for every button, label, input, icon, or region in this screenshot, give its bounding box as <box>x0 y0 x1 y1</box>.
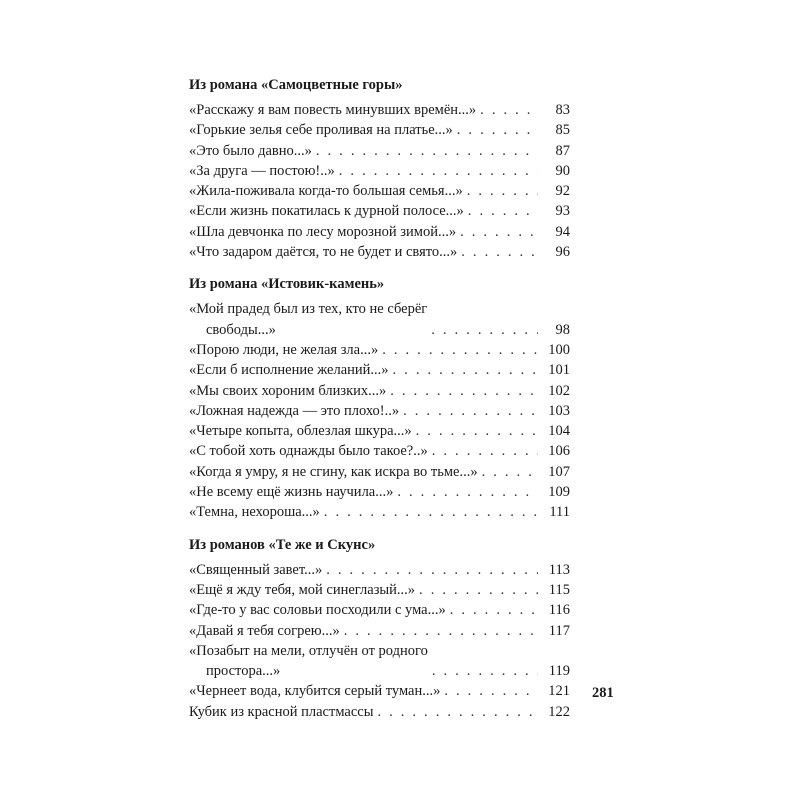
toc-entry <box>189 621 570 641</box>
toc-entry <box>189 702 570 722</box>
toc-entry <box>189 340 570 360</box>
toc-entry <box>189 482 570 502</box>
dot-leader <box>457 120 538 140</box>
entry-page-number: 100 <box>548 341 570 358</box>
entry-page-number: 83 <box>555 102 570 118</box>
entry-title: «Священный завет...» <box>189 561 323 578</box>
toc-entry <box>189 299 570 340</box>
toc-entry <box>189 421 570 441</box>
entry-title: «Порою люди, не желая зла...» <box>189 341 379 358</box>
dot-leader <box>403 401 538 421</box>
dot-leader <box>419 580 538 600</box>
entry-page-number: 98 <box>555 321 570 338</box>
entry-page-number: 92 <box>555 183 570 200</box>
entry-title: «Это было давно...» <box>189 142 312 159</box>
toc-entry <box>189 502 570 522</box>
dot-leader <box>432 441 538 461</box>
entry-title: «Где-то у вас соловьи посходили с ума...» <box>189 602 446 619</box>
page-folio-number: 281 <box>592 685 614 701</box>
dot-leader <box>416 421 538 441</box>
toc-entry <box>189 201 570 221</box>
toc-entry <box>189 681 570 701</box>
entry-title: «Темна, нехороша...» <box>189 504 320 521</box>
entry-title: «Если б исполнение желаний...» <box>189 362 389 379</box>
dot-leader <box>324 502 538 522</box>
entry-title: «Когда я умру, я не сгину, как искра во тьме...» <box>189 463 478 480</box>
entry-title: «Жила-поживала когда-то большая семья...» <box>189 183 463 200</box>
entry-title-line1: «Мой прадед был из тех, кто не сберёг <box>189 301 428 318</box>
toc-entry <box>189 181 570 201</box>
toc-section-samotsvetnye-gory <box>189 75 570 262</box>
toc-entry <box>189 580 570 600</box>
toc-entry <box>189 560 570 580</box>
dot-leader <box>460 222 538 242</box>
entry-page-number: 107 <box>548 463 570 480</box>
toc-entry <box>189 381 570 401</box>
section-heading: Из романов «Те же и Скунс» <box>189 536 376 553</box>
entry-page-number: 122 <box>548 703 570 720</box>
dot-leader <box>431 320 538 340</box>
entry-page-number: 104 <box>548 423 570 440</box>
entry-title: «Четыре копыта, облезлая шкура...» <box>189 423 412 440</box>
entry-page-number: 96 <box>555 244 570 261</box>
entry-title <box>189 299 427 340</box>
dot-leader <box>444 681 538 701</box>
entry-title: «Ложная надежда — это плохо!..» <box>189 402 400 419</box>
entry-page-number: 87 <box>555 142 570 159</box>
dot-leader <box>480 100 538 120</box>
entry-title-line1: «Позабыт на мели, отлучён от родного <box>189 642 428 659</box>
entry-title: «Ещё я жду тебя, мой синеглазый...» <box>189 581 416 598</box>
toc-entry <box>189 401 570 421</box>
dot-leader <box>467 181 538 201</box>
entry-page-number: 101 <box>548 362 570 379</box>
entry-title: «Не всему ещё жизнь научила...» <box>189 484 394 501</box>
entry-title: «Горькие зелья себе проливая на платье...» <box>189 122 453 139</box>
entry-page-number: 106 <box>548 443 570 460</box>
entry-title: «Мы своих хороним близких...» <box>189 382 387 399</box>
entry-page-number: 117 <box>548 622 570 639</box>
entry-title: «За друга — постою!..» <box>189 162 335 179</box>
section-heading: Из романа «Истовик-камень» <box>189 276 385 293</box>
toc-entry <box>189 600 570 620</box>
dot-leader <box>344 621 538 641</box>
dot-leader <box>482 462 538 482</box>
toc-entry <box>189 120 570 140</box>
dot-leader <box>461 242 538 262</box>
entry-title: «Если жизнь покатилась к дурной полосе...» <box>189 203 464 220</box>
entry-title: «Давай я тебя согрею...» <box>189 622 340 639</box>
toc-entry <box>189 462 570 482</box>
dot-leader <box>316 141 538 161</box>
dot-leader <box>393 360 538 380</box>
dot-leader <box>339 161 538 181</box>
toc-entry <box>189 641 570 682</box>
entry-title: «Расскажу я вам повесть минувших времён...» <box>189 102 477 118</box>
entry-page-number: 85 <box>555 122 570 139</box>
toc-section-te-zhe-i-skuns <box>189 535 570 722</box>
entry-page-number: 115 <box>548 581 570 598</box>
toc-entry <box>189 222 570 242</box>
toc-entry <box>189 100 570 120</box>
toc-section-istovik-kamen <box>189 274 570 522</box>
entry-page-number: 94 <box>555 223 570 240</box>
dot-leader <box>326 560 538 580</box>
entry-page-number: 116 <box>548 602 570 619</box>
entry-page-number: 111 <box>549 504 570 521</box>
toc-entry <box>189 360 570 380</box>
entry-page-number: 103 <box>548 402 570 419</box>
entry-title-line2: простора...» <box>206 663 281 680</box>
entry-page-number: 121 <box>548 683 570 700</box>
toc-entry <box>189 141 570 161</box>
entry-title: «Чернеет вода, клубится серый туман...» <box>189 683 441 700</box>
entry-page-number: 113 <box>548 561 570 578</box>
toc-entry <box>189 441 570 461</box>
dot-leader <box>450 600 538 620</box>
entry-page-number: 109 <box>548 484 570 501</box>
entry-page-number: 102 <box>548 382 570 399</box>
toc-entry <box>189 242 570 262</box>
dot-leader <box>432 661 538 681</box>
dot-leader <box>468 201 538 221</box>
entry-title: Кубик из красной пластмассы <box>189 703 374 720</box>
dot-leader <box>377 702 538 722</box>
entry-title: «С тобой хоть однажды было такое?..» <box>189 443 428 460</box>
entry-title <box>189 641 428 682</box>
entry-page-number: 119 <box>548 663 570 680</box>
dot-leader <box>390 381 538 401</box>
entry-page-number: 90 <box>555 162 570 179</box>
entry-title: «Шла девчонка по лесу морозной зимой...» <box>189 223 457 240</box>
entry-title: «Что задаром даётся, то не будет и свято...» <box>189 244 458 261</box>
entry-title-line2: свободы...» <box>206 321 276 338</box>
table-of-contents <box>189 75 570 734</box>
section-heading: Из романа «Самоцветные горы» <box>189 77 403 93</box>
entry-page-number: 93 <box>555 203 570 220</box>
dot-leader <box>382 340 538 360</box>
toc-entry <box>189 161 570 181</box>
dot-leader <box>397 482 538 502</box>
